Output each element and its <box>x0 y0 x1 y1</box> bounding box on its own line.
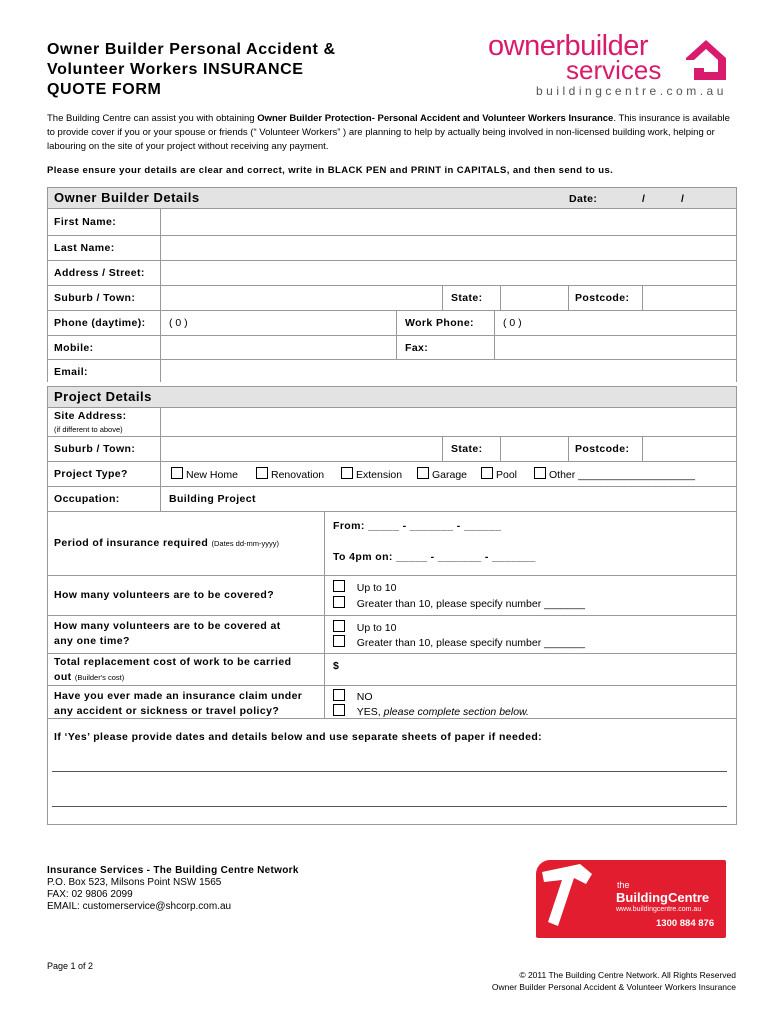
project-state-field[interactable] <box>500 437 568 461</box>
project-details-header <box>47 386 737 408</box>
period-field[interactable] <box>324 512 736 575</box>
type-pool[interactable]: Pool <box>481 467 517 481</box>
checkbox[interactable] <box>256 467 268 479</box>
site-address-field[interactable] <box>160 408 736 436</box>
title-line-2: Volunteer Workers INSURANCE <box>47 61 304 78</box>
details-line-1[interactable] <box>52 771 727 772</box>
type-new-home[interactable]: New Home <box>171 467 238 481</box>
period-from: From: _____ - _______ - ______ <box>333 520 502 532</box>
copyright-block <box>492 969 736 993</box>
last-name-field[interactable] <box>160 236 736 260</box>
volunteers-at-time-row: How many volunteers are to be covered at any one time? Up to 10 Greater than 10, please specify number _______ <box>48 615 736 653</box>
details-line-2[interactable] <box>52 806 727 807</box>
type-extension[interactable]: Extension <box>341 467 402 481</box>
instructions: Please ensure your details are clear and correct, write in BLACK PEN and PRINT in CAPITALS, and then send to us. <box>47 165 614 176</box>
hammer-icon <box>536 860 616 938</box>
ownerbuilder-logo <box>488 30 728 100</box>
claim-details-instruction: If ‘Yes’ please provide dates and details below and use separate sheets of paper if needed: <box>54 731 543 743</box>
address-row: Address / Street: <box>48 260 736 285</box>
owner-builder-header: Owner Builder Details Date: / / <box>47 187 737 209</box>
work-phone-field[interactable]: ( 0 ) <box>494 311 736 335</box>
checkbox[interactable] <box>481 467 493 479</box>
claim-yes-option[interactable]: YES, please complete section below. <box>333 704 529 718</box>
checkbox[interactable] <box>333 596 345 608</box>
footer-contact <box>47 865 299 913</box>
suburb-row: Suburb / Town: State: Postcode: <box>48 285 736 310</box>
logo-url-text: buildingcentre.com.au <box>536 84 727 98</box>
first-name-row: First Name: <box>48 209 736 235</box>
checkbox[interactable] <box>171 467 183 479</box>
project-type-row: Project Type? New Home Renovation Extension Garage Pool Other ____________________ <box>48 461 736 486</box>
logo-services-text: services <box>566 55 662 85</box>
at-time-greater-than-10[interactable]: Greater than 10, please specify number _______ <box>333 635 585 649</box>
replacement-cost-field[interactable]: $ <box>324 654 736 685</box>
checkbox[interactable] <box>417 467 429 479</box>
replacement-cost-row: Total replacement cost of work to be carried out (Builder's cost) $ <box>48 653 736 685</box>
type-other[interactable]: Other ____________________ <box>534 467 695 481</box>
type-renovation[interactable]: Renovation <box>256 467 324 481</box>
claim-no-option[interactable]: NO <box>333 689 373 703</box>
project-suburb-field[interactable] <box>160 437 442 461</box>
phone-field[interactable]: ( 0 ) <box>160 311 396 335</box>
checkbox[interactable] <box>534 467 546 479</box>
title-line-3: QUOTE FORM <box>47 81 162 98</box>
footer-fax: FAX: 02 9806 2099 <box>47 889 133 900</box>
intro-paragraph: The Building Centre can assist you with obtaining Owner Builder Protection- Personal Accident and Volunteer Workers Insurance. This insurance is available to provide cover if you or your spouse or friends (“ Volunteer Workers” ) are planning to help by actually being involved in non-licensed building work, helping or labouring on the site of your project without receiving any payment. <box>47 113 730 152</box>
checkbox[interactable] <box>333 635 345 647</box>
owner-builder-form <box>47 209 737 382</box>
document-name: Owner Builder Personal Accident & Volunteer Workers Insurance <box>491 982 736 992</box>
checkbox[interactable] <box>333 689 345 701</box>
section-title: Owner Builder Details <box>54 190 200 205</box>
occupation-field[interactable]: Building Project <box>160 487 736 511</box>
mobile-row: Mobile: Fax: <box>48 335 736 359</box>
period-row: Period of insurance required (Dates dd-mm-yyyy) From: _____ - _______ - ______ To 4pm on: _____ - _______ - _______ <box>48 511 736 575</box>
title-line-1: Owner Builder Personal Accident & <box>47 41 336 58</box>
volunteers-greater-than-10[interactable]: Greater than 10, please specify number _______ <box>333 596 585 610</box>
type-garage[interactable]: Garage <box>417 467 467 481</box>
project-postcode-field[interactable] <box>642 437 736 461</box>
insurance-claim-row: Have you ever made an insurance claim under any accident or sickness or travel policy? NO YES, please complete section below. <box>48 685 736 719</box>
period-to: To 4pm on: _____ - _______ - _______ <box>333 551 536 563</box>
address-field[interactable] <box>160 261 736 285</box>
footer-po-box: P.O. Box 523, Milsons Point NSW 1565 <box>47 877 222 888</box>
volunteers-up-to-10[interactable]: Up to 10 <box>333 580 396 594</box>
logo-owner-text: ownerbuilder <box>488 30 649 62</box>
volunteers-row: How many volunteers are to be covered? Up to 10 Greater than 10, please specify number _______ <box>48 575 736 615</box>
project-details-form <box>47 408 737 719</box>
occupation-row: Occupation: Building Project <box>48 486 736 511</box>
email-row: Email: <box>48 359 736 382</box>
phone-row: Phone (daytime): ( 0 ) Work Phone: ( 0 ) <box>48 310 736 335</box>
bc-phone: 1300 884 876 <box>656 918 715 929</box>
state-field[interactable] <box>500 286 568 310</box>
checkbox[interactable] <box>333 704 345 716</box>
checkbox[interactable] <box>341 467 353 479</box>
first-name-field[interactable] <box>160 209 736 235</box>
building-centre-logo: the BuildingCentre www.buildingcentre.com.au 1300 884 876 <box>536 860 726 938</box>
checkbox[interactable] <box>333 580 345 592</box>
last-name-row: Last Name: <box>48 235 736 260</box>
mobile-field[interactable] <box>160 336 396 359</box>
at-time-up-to-10[interactable]: Up to 10 <box>333 620 396 634</box>
site-address-row: Site Address: (if different to above) <box>48 408 736 436</box>
house-icon <box>684 36 728 84</box>
email-field[interactable] <box>160 360 736 382</box>
intro-bold: Owner Builder Protection- Personal Accident and Volunteer Workers Insurance <box>257 113 614 124</box>
copyright: © 2011 The Building Centre Network. All Rights Reserved <box>519 970 736 980</box>
footer-email: EMAIL: customerservice@shcorp.com.au <box>47 901 232 912</box>
footer-company: Insurance Services - The Building Centre Network <box>47 865 299 876</box>
claim-details-box <box>47 719 737 825</box>
suburb-field[interactable] <box>160 286 442 310</box>
checkbox[interactable] <box>333 620 345 632</box>
project-suburb-row: Suburb / Town: State: Postcode: <box>48 436 736 461</box>
fax-field[interactable] <box>494 336 736 359</box>
date-label: Date: <box>569 193 598 205</box>
page-number: Page 1 of 2 <box>47 961 94 971</box>
section-title: Project Details <box>54 389 152 404</box>
form-title <box>47 40 336 100</box>
postcode-field[interactable] <box>642 286 736 310</box>
